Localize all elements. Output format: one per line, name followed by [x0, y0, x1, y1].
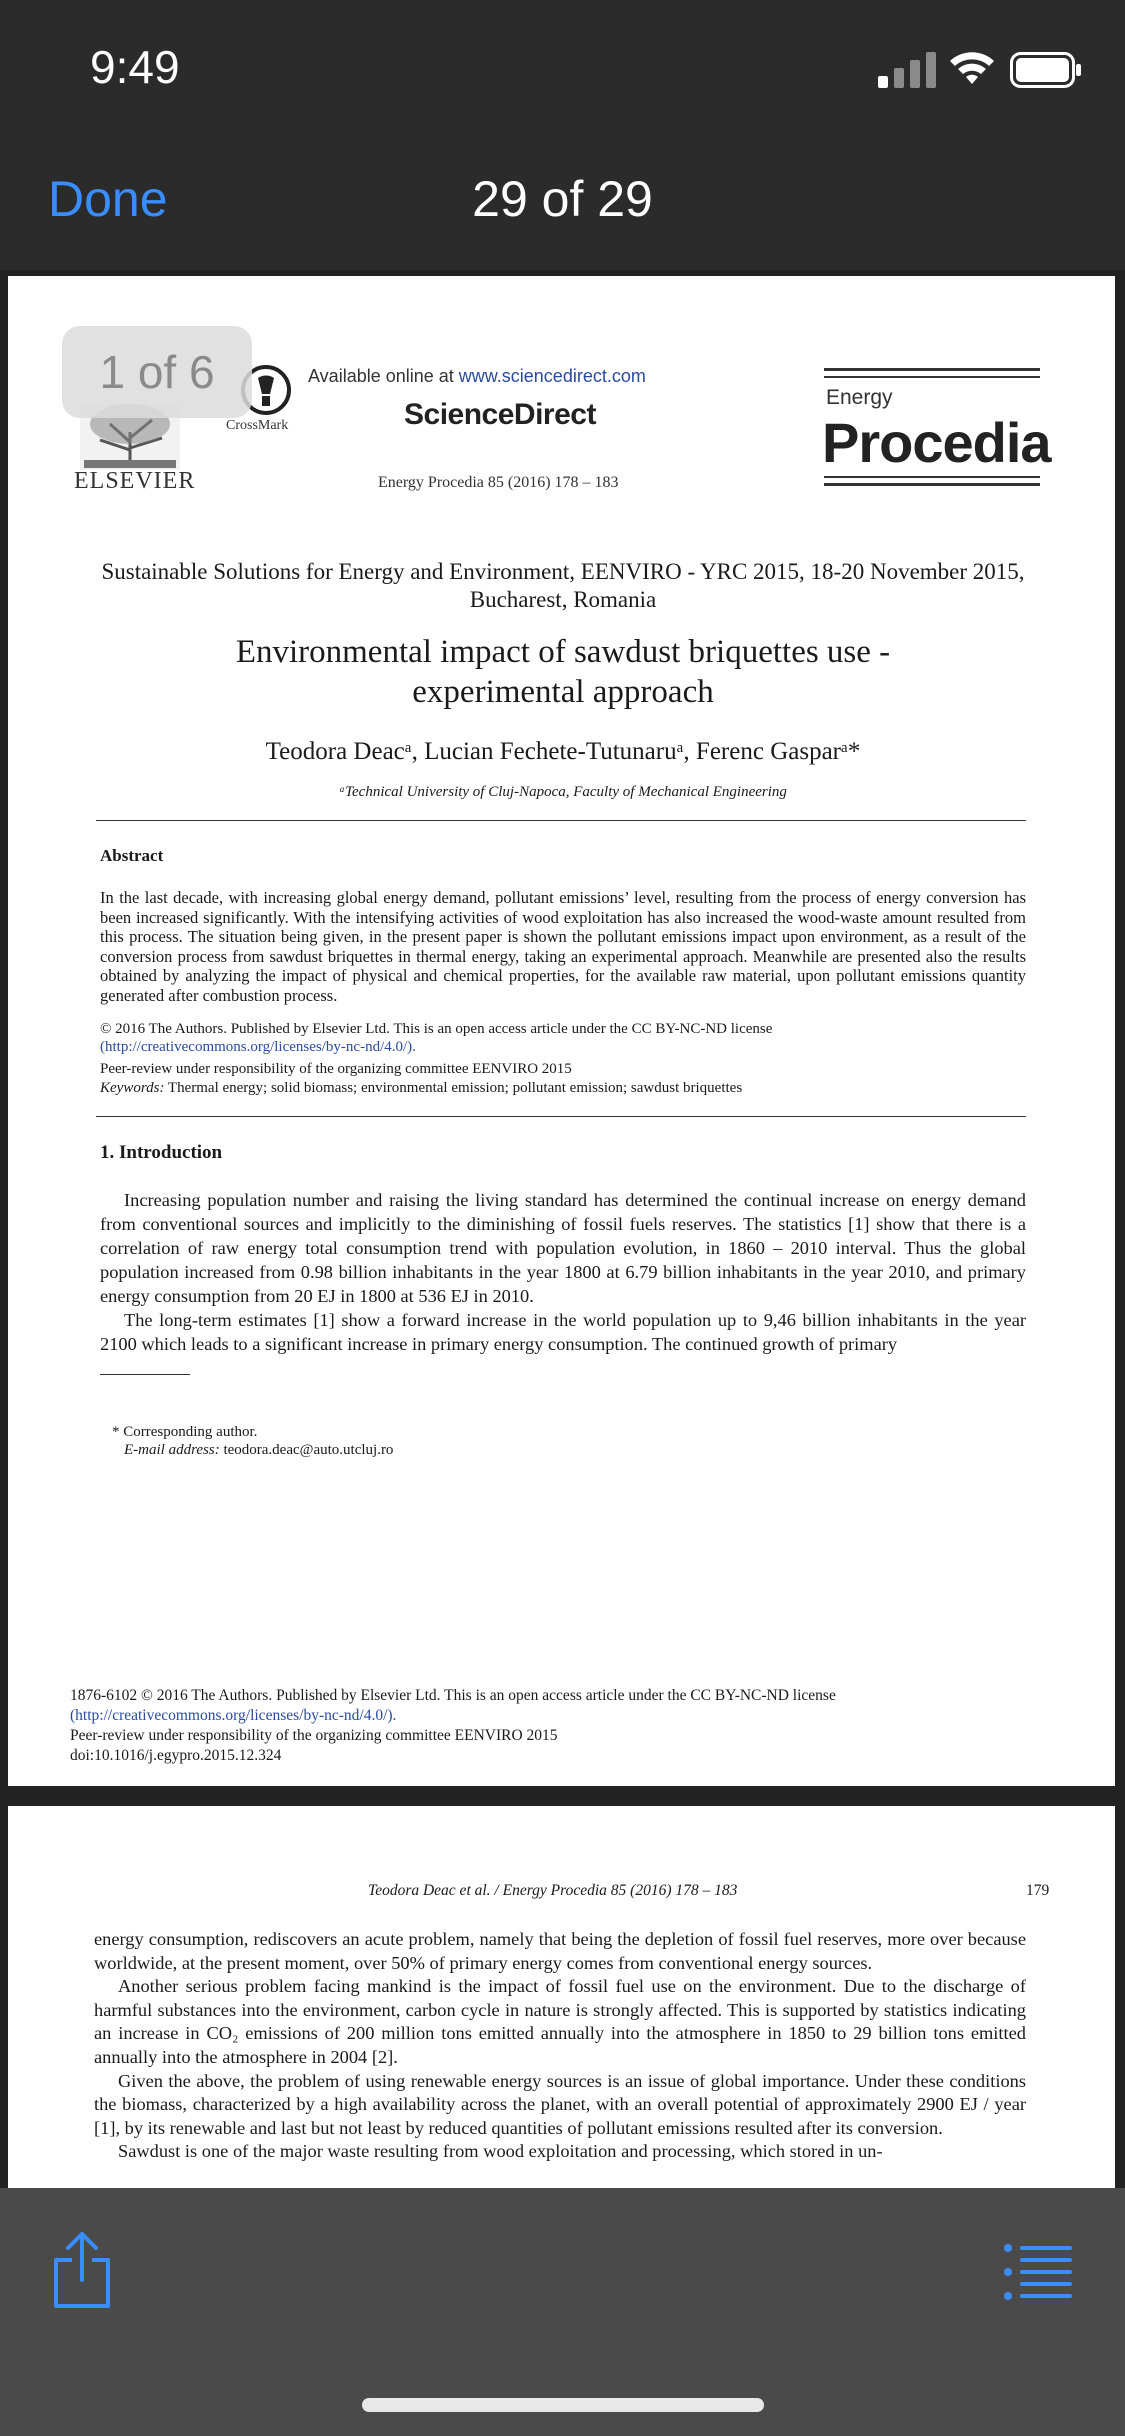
journal-reference: Energy Procedia 85 (2016) 178 – 183: [378, 474, 619, 491]
procedia-logo-rule-bottom: [824, 476, 1040, 486]
paragraph: Increasing population number and raising the living standard has determined the continual increase on energy demand from conventional sources and implicitly to the diminishing of fossil fuels reserves. The statistics [1] show that there is a correlation of raw energy total consumption trend with population evolution, in 1860 – 2010 interval. Thus the global population increased from 0.98 billion inhabitants in the year 1800 at 6.79 billion inhabitants in the year 2010, and primary energy consumption from 20 EJ in 1800 at 536 EJ in 2010.: [100, 1190, 1026, 1306]
keywords-line: Keywords: Thermal energy; solid biomass; environmental emission; pollutant emission; sawdust briquettes: [100, 1080, 743, 1096]
paragraph: Sawdust is one of the major waste resulting from wood exploitation and processing, which stored in un-: [118, 2141, 883, 2162]
document-viewer[interactable]: [0, 270, 1125, 2188]
peer-review-line: Peer-review under responsibility of the organizing committee EENVIRO 2015: [100, 1061, 572, 1077]
wifi-icon: [948, 48, 996, 88]
footer-license-link[interactable]: (http://creativecommons.org/licenses/by-nc-nd/4.0/).: [70, 1707, 397, 1724]
footer-issn: 1876-6102 © 2016 The Authors. Published by Elsevier Ltd. This is an open access article under the CC BY-NC-ND license: [70, 1687, 836, 1704]
paper-title: Environmental impact of sawdust briquettes use - experimental approach: [235, 634, 891, 710]
nav-bar: [0, 140, 1125, 270]
energy-procedia-big: Procedia: [822, 411, 1051, 474]
crossmark-label: CrossMark: [226, 418, 289, 433]
pdf-page-2: [8, 1806, 1115, 2188]
license-line: © 2016 The Authors. Published by Elsevier Ltd. This is an open access article under the CC BY-NC-ND license: [100, 1021, 773, 1037]
status-time: 9:49: [90, 41, 180, 93]
divider: [96, 820, 1026, 821]
footnote-email: E-mail address: teodora.deac@auto.utcluj.ro: [124, 1442, 394, 1458]
license-link[interactable]: (http://creativecommons.org/licenses/by-nc-nd/4.0/).: [100, 1039, 416, 1055]
paragraph: Another serious problem facing mankind is the impact of fossil fuel use on the environment. Due to the discharge of harmful substances into the environment, carbon cycle in nature is strongly affected. This is supported by statistics indicating an increase in CO₂ emissions of 200 million tons emitted annually into the atmosphere in 1850 to 29 billion tons emitted annually into the atmosphere in 2004 [2].: [94, 1976, 1026, 2067]
home-indicator[interactable]: [362, 2398, 764, 2412]
author-affiliation: ᵃTechnical University of Cluj-Napoca, Faculty of Mechanical Engineering: [339, 784, 787, 800]
signal-icon: [878, 52, 936, 88]
battery-icon: [1010, 52, 1082, 88]
bottom-toolbar: [0, 2188, 1125, 2436]
divider: [96, 1116, 1026, 1117]
introduction-heading: 1. Introduction: [100, 1142, 223, 1163]
paragraph: Given the above, the problem of using renewable energy sources is an issue of global importance. Under these conditions the biomass, characterized by a high availability across the planet, with an overall potential of approximately 2900 EJ / year [1], by its renewable and last but not least by reduced quantities of pollutant emissions resulted after its conversion.: [94, 2070, 1026, 2138]
page-2-body: [94, 1928, 1026, 2164]
procedia-logo-rule-top: [824, 368, 1040, 378]
share-icon[interactable]: [50, 2230, 114, 2310]
page-counter: 29 of 29: [472, 171, 653, 227]
abstract-heading: Abstract: [100, 846, 164, 865]
footnote-corresponding: * Corresponding author.: [112, 1424, 258, 1440]
paragraph: energy consumption, rediscovers an acute problem, namely that being the depletion of fossil fuel reserves, more over because worldwide, at the present moment, over 50% of primary energy comes from conventional energy sources.: [94, 1929, 1026, 1973]
sciencedirect-link[interactable]: www.sciencedirect.com: [458, 366, 646, 386]
list-icon[interactable]: [1002, 2242, 1074, 2302]
conference-line: Sustainable Solutions for Energy and Environment, EENVIRO - YRC 2015, 18-20 November 2015, Bucharest, Romania: [101, 559, 1025, 612]
done-button[interactable]: Done: [48, 171, 168, 227]
status-bar: [0, 0, 1125, 140]
sciencedirect-logo: ScienceDirect: [404, 398, 596, 431]
introduction-body: [100, 1188, 1026, 1356]
footnote-rule: [100, 1374, 190, 1375]
abstract-text: In the last decade, with increasing global energy demand, pollutant emissions’ level, resulting from the process of energy conversion has been increased significantly. With the intensifying activities of wood exploitation has also increased the wood-waste amount resulted from this process. The situation being given, in the present paper is shown the pollutant emissions impact upon environment, as a result of the conversion process from sawdust briquettes in thermal energy, taking an experimental approach. Meanwhile are presented also the results obtained by analyzing the impact of physical and chemical properties, for the available raw material, upon pollutant emissions quantity generated after combustion process.: [100, 888, 1026, 1005]
running-header: Teodora Deac et al. / Energy Procedia 85 (2016) 178 – 183: [368, 1882, 738, 1899]
energy-procedia-small: Energy: [826, 386, 893, 409]
page-number: 179: [1026, 1882, 1050, 1899]
footer-doi: doi:10.1016/j.egypro.2015.12.324: [70, 1747, 282, 1764]
page-badge: 1 of 6: [62, 326, 252, 418]
available-online: Available online at www.sciencedirect.com: [308, 366, 646, 386]
paragraph: The long-term estimates [1] show a forward increase in the world population up to 9,46 billion inhabitants in the year 2100 which leads to a significant increase in primary energy consumption. The continued growth of primary: [100, 1310, 1026, 1354]
pdf-page-1: [8, 276, 1115, 1786]
elsevier-wordmark: ELSEVIER: [74, 468, 196, 494]
footer-peer-review: Peer-review under responsibility of the organizing committee EENVIRO 2015: [70, 1727, 558, 1744]
paper-authors: Teodora Deacᵃ, Lucian Fechete-Tutunaruᵃ, Ferenc Gasparᵃ*: [265, 738, 861, 765]
